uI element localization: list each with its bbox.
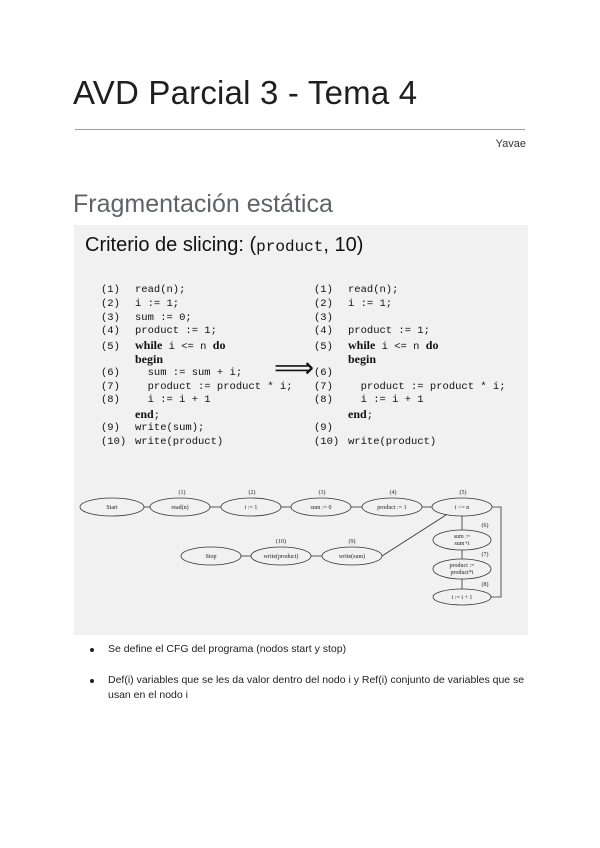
bullet-list xyxy=(86,637,526,703)
cfg-text-5: i <= n xyxy=(454,505,470,511)
transformation-arrow: ⟹ xyxy=(274,352,315,383)
cfg-node-7 xyxy=(433,559,491,579)
code-text: sum := 0; xyxy=(135,311,192,324)
left-line xyxy=(101,352,163,366)
right-line xyxy=(314,380,506,394)
code-keyword: while xyxy=(348,338,376,353)
control-flow-graph xyxy=(74,483,528,633)
section-heading: Fragmentación estática xyxy=(73,190,333,218)
criterion-tail: , 10) xyxy=(323,234,364,256)
cfg-text-6b: sum+i xyxy=(454,541,470,547)
line-number: (3) xyxy=(314,311,333,324)
line-number: (1) xyxy=(101,284,120,296)
list-item xyxy=(86,673,526,703)
right-line xyxy=(314,297,392,311)
code-keyword: do xyxy=(425,338,439,353)
cfg-label-9: (9) xyxy=(348,539,356,545)
line-number: (8) xyxy=(101,394,120,407)
right-line xyxy=(314,352,376,366)
bullet-dot-icon xyxy=(90,679,94,683)
line-number: (1) xyxy=(314,284,333,296)
code-text: i := i + 1 xyxy=(348,394,424,407)
right-line xyxy=(314,366,348,380)
cfg-text-2: i := 1 xyxy=(244,505,258,511)
line-number: (3) xyxy=(101,311,120,324)
code-text: product := product * i; xyxy=(348,380,506,393)
code-text: read(n); xyxy=(348,284,399,296)
cfg-text-stop: Stop xyxy=(205,554,217,560)
left-line xyxy=(101,324,217,338)
code-keyword: while xyxy=(135,338,163,353)
left-line xyxy=(101,435,223,449)
left-line xyxy=(101,407,160,421)
cfg-label-3: (3) xyxy=(318,490,326,496)
cfg-label-2: (2) xyxy=(248,490,256,496)
line-number: (10) xyxy=(101,435,127,448)
code-text: i <= n xyxy=(162,341,213,354)
left-line xyxy=(101,283,185,297)
code-text: product := 1; xyxy=(348,325,430,338)
line-number: (4) xyxy=(314,325,333,338)
criterion-variable: product xyxy=(256,238,324,256)
line-number: (6) xyxy=(101,366,120,379)
code-text: product := 1; xyxy=(135,325,217,338)
code-text: write(product) xyxy=(348,435,437,448)
code-text: product := product * i; xyxy=(135,380,293,393)
slicing-criterion xyxy=(85,234,363,257)
cfg-text-4: product := 1 xyxy=(377,505,407,511)
right-line xyxy=(314,435,436,449)
line-number: (7) xyxy=(314,380,333,393)
line-number: (10) xyxy=(314,435,340,448)
line-number: (8) xyxy=(314,394,333,407)
code-text: write(product) xyxy=(135,435,224,448)
right-line xyxy=(314,283,398,297)
code-text: read(n); xyxy=(135,284,186,296)
line-number: (2) xyxy=(314,297,333,310)
cfg-label-1: (1) xyxy=(178,490,186,496)
right-line xyxy=(314,407,373,421)
left-line xyxy=(101,311,192,325)
right-line xyxy=(314,338,438,352)
cfg-text-3: sum := 0 xyxy=(310,505,332,511)
right-line xyxy=(314,324,430,338)
code-keyword: begin xyxy=(348,352,377,366)
list-item xyxy=(86,642,526,657)
right-line xyxy=(314,311,348,325)
left-line xyxy=(101,297,179,311)
line-number: (2) xyxy=(101,297,120,310)
code-keyword: end xyxy=(135,407,154,422)
code-text: i <= n xyxy=(375,341,426,354)
cfg-text-7a: product := xyxy=(449,563,475,569)
code-text: i := 1; xyxy=(135,297,180,310)
code-text: i := 1; xyxy=(348,297,393,310)
left-line xyxy=(101,338,225,352)
code-text: sum := sum + i; xyxy=(135,366,243,379)
cfg-label-4: (4) xyxy=(389,490,397,496)
left-line xyxy=(101,366,242,380)
line-number: (5) xyxy=(101,341,120,354)
right-line xyxy=(314,393,424,407)
cfg-label-6: (6) xyxy=(481,523,489,529)
author-name: Yavae xyxy=(495,138,526,150)
code-text: ; xyxy=(366,410,373,423)
line-number: (4) xyxy=(101,325,120,338)
cfg-text-7b: product*i xyxy=(450,570,474,576)
left-line xyxy=(101,380,293,394)
cfg-text-6a: sum := xyxy=(453,534,471,540)
left-line xyxy=(101,393,211,407)
right-line xyxy=(314,421,348,435)
code-text: write(sum); xyxy=(135,422,205,434)
cfg-text-9: write(sum) xyxy=(338,554,366,560)
line-number: (9) xyxy=(314,422,333,434)
line-number: (6) xyxy=(314,366,333,379)
cfg-label-5: (5) xyxy=(459,490,467,496)
criterion-label: Criterio de slicing: ( xyxy=(85,234,257,256)
line-number: (5) xyxy=(314,341,333,354)
left-line xyxy=(101,421,204,435)
code-text: i := i + 1 xyxy=(135,394,211,407)
list-item-text: Def(i) variables que se les da valor dentro del nodo i y Ref(i) conjunto de variables que se usan en el nodo i xyxy=(108,674,525,701)
code-keyword: end xyxy=(348,407,367,422)
bullet-dot-icon xyxy=(90,648,94,652)
code-keyword: begin xyxy=(135,352,164,366)
line-number: (7) xyxy=(101,380,120,393)
cfg-label-10: (10) xyxy=(276,539,286,545)
list-item-text: Se define el CFG del programa (nodos start y stop) xyxy=(108,643,347,655)
line-number: (9) xyxy=(101,422,120,434)
cfg-text-start: Start xyxy=(106,505,118,511)
slicing-figure xyxy=(74,225,528,635)
code-text: ; xyxy=(153,410,160,423)
cfg-node-6 xyxy=(433,530,491,550)
cfg-text-8: i := i + 1 xyxy=(451,595,473,601)
cfg-label-8: (8) xyxy=(481,582,489,588)
cfg-text-1: read(n) xyxy=(171,505,189,511)
cfg-text-10: write(product) xyxy=(263,554,299,560)
cfg-label-7: (7) xyxy=(481,552,489,558)
title-divider xyxy=(75,129,525,130)
document-title: AVD Parcial 3 - Tema 4 xyxy=(73,74,418,111)
code-keyword: do xyxy=(212,338,226,353)
